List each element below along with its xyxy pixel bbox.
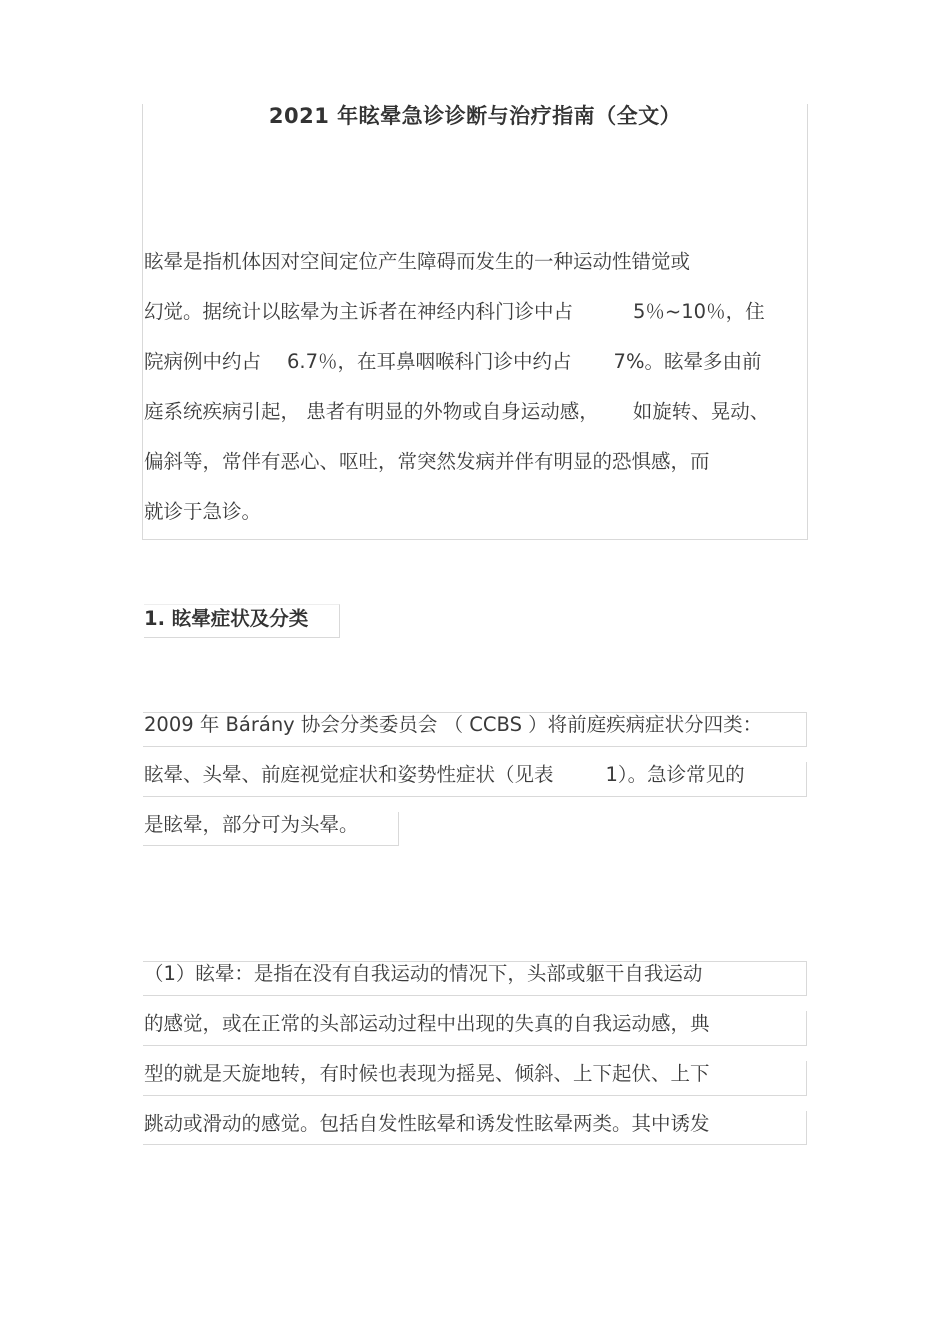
- para1-line-1: 2009 年 Bárány 协会分类委员会 （ CCBS ）将前庭疾病症状分四类：: [144, 713, 763, 736]
- intro-line-3-a: 院病例中约占: [144, 350, 262, 373]
- para2-line-1: （1）眩晕：是指在没有自我运动的情况下，头部或躯干自我运动: [144, 962, 703, 985]
- intro-line-2-a: 幻觉。据统计以眩晕为主诉者在神经内科门诊中占: [144, 300, 574, 323]
- intro-line-3-c: 7%。眩晕多由前: [613, 350, 762, 373]
- intro-line-4-a: 庭系统疾病引起， 患者有明显的外物或自身运动感，: [144, 400, 599, 423]
- intro-line-6: 就诊于急诊。: [144, 500, 262, 523]
- document-title: 2021 年眩晕急诊诊断与治疗指南（全文）: [268, 104, 682, 128]
- para2-line-3: 型的就是天旋地转，有时候也表现为摇晃、倾斜、上下起伏、上下: [144, 1062, 710, 1085]
- section-1-heading: 1. 眩晕症状及分类: [144, 604, 340, 638]
- para1-line-2-a: 眩晕、头晕、前庭视觉症状和姿势性症状（见表: [144, 763, 554, 786]
- para2-line-4: 跳动或滑动的感觉。包括自发性眩晕和诱发性眩晕两类。其中诱发: [144, 1112, 710, 1135]
- intro-line-2-b: 5％~10％，住: [633, 300, 765, 323]
- intro-line-4: [144, 399, 769, 425]
- para1-line-2: [144, 762, 745, 788]
- intro-line-3-b: 6.7％，在耳鼻咽喉科门诊中约占: [287, 350, 572, 373]
- intro-line-4-b: 如旋转、晃动、: [632, 400, 770, 423]
- intro-line-1: 眩晕是指机体因对空间定位产生障碍而发生的一种运动性错觉或: [144, 250, 691, 273]
- intro-line-2: [144, 299, 765, 325]
- intro-line-3: [144, 349, 761, 375]
- intro-line-5: 偏斜等，常伴有恶心、呕吐，常突然发病并伴有明显的恐惧感，而: [144, 450, 710, 473]
- para1-line-2-b: 1）。急诊常见的: [605, 763, 745, 786]
- para1-line-3: 是眩晕，部分可为头晕。: [144, 813, 359, 836]
- para2-line-2: 的感觉，或在正常的头部运动过程中出现的失真的自我运动感，典: [144, 1012, 710, 1035]
